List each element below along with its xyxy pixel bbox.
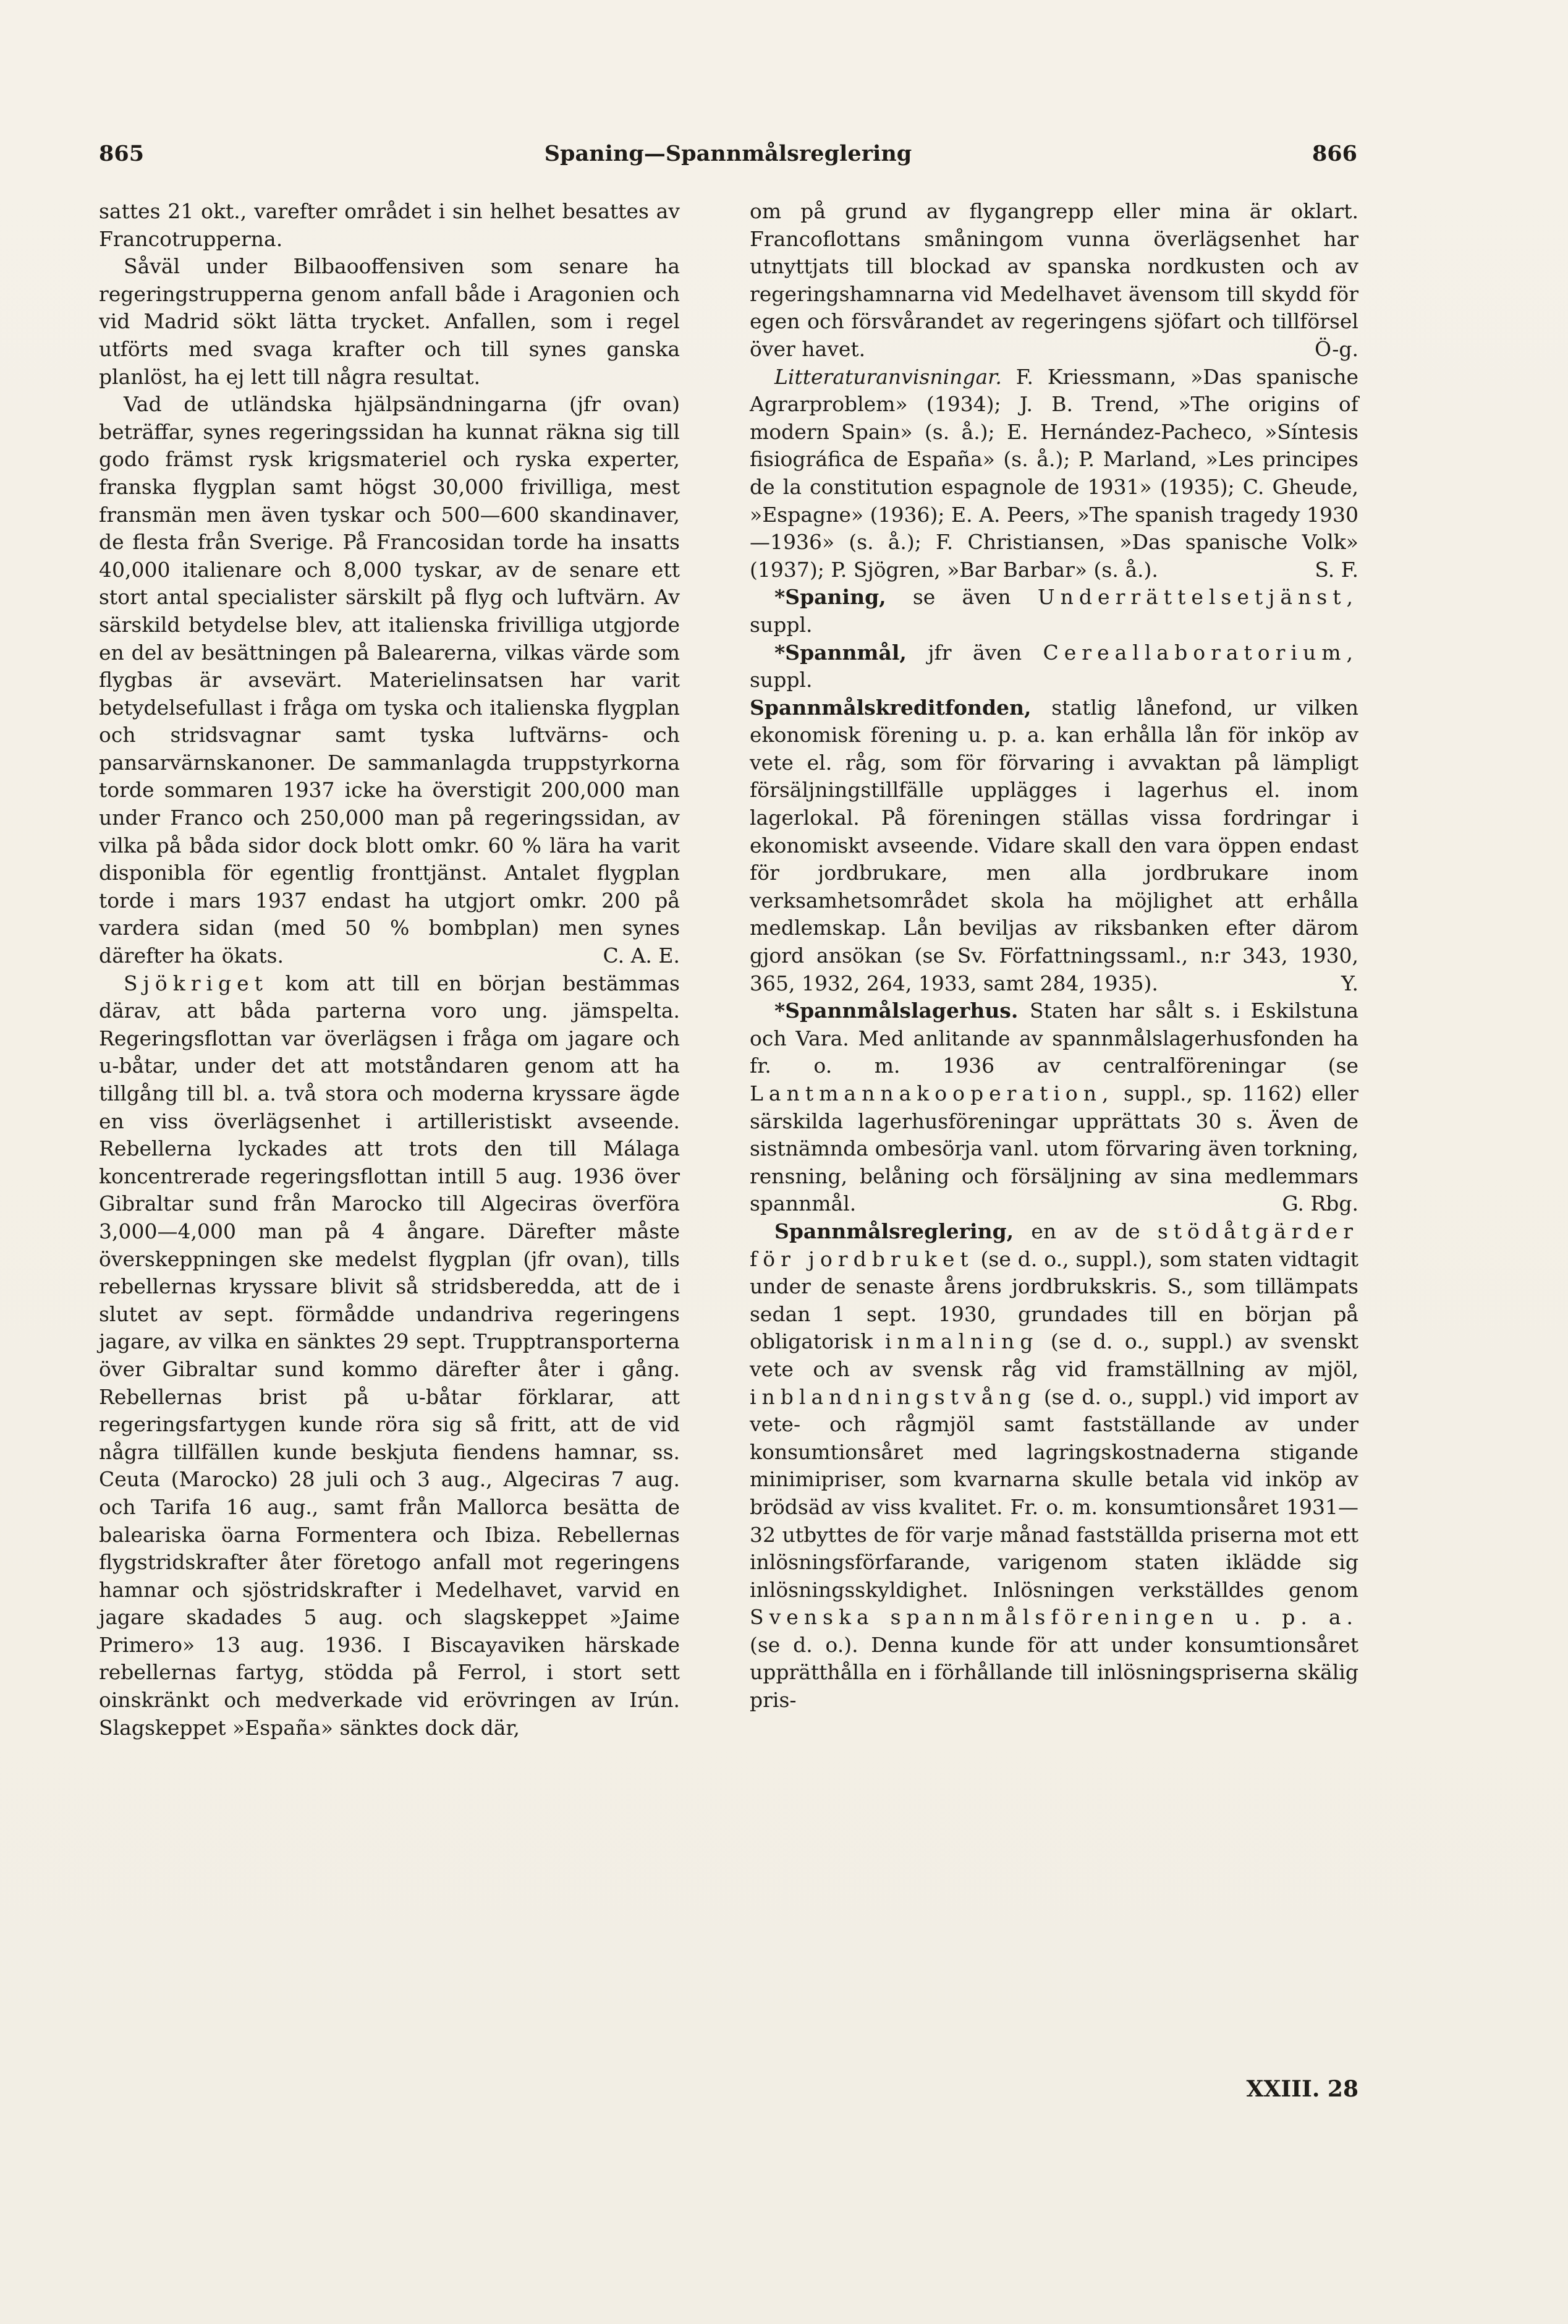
entry-headword: Spannmålsreglering, (774, 1219, 1014, 1243)
entry-text: se även (912, 585, 1011, 610)
cross-reference: inmalning (884, 1329, 1039, 1354)
entry-headword: Spannmålskreditfonden, (750, 695, 1032, 720)
entry-text: statlig lånefond, ur vilken ekonomisk förening u. p. a. kan erhålla lån för inköp av vete el. råg, som för förvaring i avvaktan på lämpligt försäljningstillfälle upplägges i lagerhus el. inom lagerlokal. På föreningen ställas vissa fordringar i ekonomiskt avseende. Vidare skall den vara öppen endast för jordbrukare, men alla jordbrukare inom verksamhetsområdet skola ha möjlighet att erhålla medlemskap. Lån beviljas av riksbanken efter därom gjord ansökan (se Sv. Författningssaml., n:r 343, 1930, 365, 1932, 264, 1933, samt 284, 1935). (750, 695, 1358, 995)
literature-references (750, 364, 1358, 584)
page-number-left: 865 (99, 141, 145, 166)
entry-spaning (750, 584, 1358, 639)
cross-reference: Underrättelsetjänst, (1037, 585, 1358, 610)
entry-headword: *Spannmål, (774, 640, 907, 665)
entry-text: en av de (1031, 1219, 1140, 1243)
entry-headword: *Spaning, (774, 585, 886, 610)
paragraph (99, 970, 680, 1742)
cross-reference: Svenska spannmålsföreningen u. p. a. (750, 1605, 1358, 1630)
left-column (99, 198, 680, 1742)
literature-label: Litteraturanvisningar. (774, 364, 1002, 389)
paragraph-text: kom att till en början bestämmas därav, att båda parterna voro ung. jämspelta. Regeringsflottan var överlägsen i fråga om jagare och u-båtar, under det att motståndaren genom att ha tillgång till bl. a. två stora och moderna kryssare ägde en viss överlägsenhet i artilleristiskt avseende. Rebellerna lyckades att trots den till Málaga koncentrerade regeringsflottan intill 5 aug. 1936 över Gibraltar sund från Marocko till Algeciras överföra 3,000—4,000 man på 4 ångare. Därefter måste överskeppningen ske medelst flygplan (jfr ovan), tills rebellernas kryssare blivit så stridsberedda, att de i slutet av sept. förmådde undandriva regeringens jagare, av vilka en sänktes 29 sept. Trupptransporterna över Gibraltar sund kommo därefter åter i gång. Rebellernas brist på u-båtar förklarar, att regeringsfartygen kunde röra sig så fritt, att de vid några tillfällen kunde beskjuta fiendens hamnar, ss. Ceuta (Marocko) 28 juli och 3 aug., Algeciras 7 aug. och Tarifa 16 aug., samt från Mallorca besätta de baleariska öarna Formentera och Ibiza. Rebellernas flygstridskrafter åter företogo anfall mot regeringens hamnar och sjöstridskrafter i Medelhavet, varvid en jagare skadades 5 aug. och slagskeppet »Jaime Primero» 13 aug. 1936. I Biscayaviken härskade rebellernas fartyg, stödda på Ferrol, i stort sett oinskränkt och medverkade vid erövringen av Irún. Slagskeppet »España» sänktes dock där, (99, 971, 680, 1740)
entry-text: suppl. (750, 668, 813, 692)
signature-mark: XXIII. 28 (1246, 2076, 1358, 2102)
entry-text: suppl., sp. 1162) eller särskilda lagerhusföreningar upprättats 30 s. Även de sistnämnda ombesörja vanl. utom förvaring även torkning, rensning, belåning och försäljning av sina medlemmars spannmål. (750, 1081, 1358, 1216)
paragraph (750, 198, 1358, 364)
page-number-right: 866 (1312, 141, 1357, 166)
entry-spannmalslagerhus (750, 997, 1358, 1218)
page-header (99, 141, 1357, 178)
entry-text: (se d. o., suppl.) vid import av vete- och rågmjöl samt fastställande av under konsumtionsåret med lagringskostnaderna stigande minimipriser, som kvarnarna skulle betala vid inköp av brödsäd av viss kvalitet. Fr. o. m. konsumtionsåret 1931—32 utbyttes de för varje månad fastställda priserna mot ett inlösningsförfarande, varigenom staten ikläddе sig inlösningsskyldighet. Inlösningen verkställdes genom (750, 1384, 1358, 1602)
entry-text: (se d. o.). Denna kunde för att under konsumtionsåret upprätthålla en i förhållande till inlösningspriserna skälig pris- (750, 1632, 1358, 1713)
author-signature: S. F. (1315, 557, 1358, 582)
entry-text: Staten har sålt s. i Eskilstuna och Vara. Med anlitande av spannmålslagerhusfonden ha fr. o. m. 1936 av centralföreningar (se (750, 998, 1358, 1078)
right-column (750, 198, 1358, 1714)
spaced-term: Sjökriget (124, 971, 268, 995)
paragraph (99, 391, 680, 969)
cross-reference: inblandningstvång (750, 1384, 1036, 1409)
entry-text: jfr även (928, 640, 1022, 665)
entry-spannmal (750, 639, 1358, 694)
paragraph: Såväl under Bilbaooffensiven som senare ha regeringstrupperna genom anfall både i Aragonien och vid Madrid sökt lätta trycket. Anfallen, som i regel utförts med svaga krafter och till synes ganska planlöst, ha ej lett till några resultat. (99, 254, 680, 389)
entry-text: suppl. (750, 612, 813, 637)
paragraph: sattes 21 okt., varefter området i sin helhet besattes av Francotrupperna. (99, 199, 680, 251)
literature-text: F. Kriessmann, »Das spanische Agrarproblem» (1934); J. B. Trend, »The origins of modern Spain» (s. å.); E. Hernández-Pacheco, »Síntesis fisiográfica de España» (s. å.); P. Marland, »Les principes de la constitution espagnole de 1931» (1935); C. Gheude, »Espagne» (1936); E. A. Peers, »The spanish tragedy 1930—1936» (s. å.); F. Christiansen, »Das spanische Volk» (1937); P. Sjögren, »Bar Barbar» (s. å.). (750, 364, 1359, 582)
entry-spannmalsreglering (750, 1218, 1358, 1714)
entry-spannmalskreditfonden (750, 694, 1358, 998)
paragraph-text: Vad de utländska hjälpsändningarna (jfr ovan) beträffar, synes regeringssidan ha kunnat räkna sig till godo främst rysk krigsmateriel och ryska experter, franska flygplan samt högst 30,000 frivilliga, mest fransmän men även tyskar och 500—600 skandinaver, de flesta från Sverige. På Francosidan torde ha insatts 40,000 italienare och 8,000 tyskar, av de senare ett stort antal specialister särskilt på flyg och luftvärn. Av särskild betydelse blev, att italienska frivilliga utgjorde en del av besättningen på Balearerna, vilkas värde som flygbas är avsevärt. Materielinsatsen har varit betydelsefullast i fråga om tyska och italienska flygplan och stridsvagnar samt tyska luftvärns- och pansarvärnskanoner. De sammanlagda truppstyrkorna torde sommaren 1937 icke ha överstigit 200,000 man under Franco och 250,000 man på regeringssidan, av vilka på båda sidor dock blott omkr. 60 % lära ha varit disponibla för egentlig fronttjänst. Antalet flygplan torde i mars 1937 endast ha utgjort omkr. 200 på vardera sidan (med 50 % bombplan) men synes därefter ha ökats. (99, 392, 680, 968)
author-signature: Y. (1341, 971, 1358, 995)
cross-reference: Cereallaboratorium, (1043, 640, 1359, 665)
entry-headword: *Spannmålslagerhus. (774, 998, 1019, 1023)
entry-text: (se d. o., suppl.) av svenskt vete och av svensk råg vid framställning av mjöl, (750, 1329, 1358, 1381)
page-title: Spaning—Spannmålsreglering (544, 141, 912, 166)
entry-text: (se d. o., suppl.), som staten vidtagit under de senaste årens jordbrukskris. S., som tillämpats sedan 1 sept. 1930, grundades till en början på obligatorisk (750, 1246, 1358, 1354)
cross-reference: stödåtgärder för jordbruket (750, 1219, 1358, 1271)
paragraph-text: om på grund av flygangrepp eller mina är oklart. Francoflottans småningom vunna överlägsenhet har utnyttjats till blockad av spanska nordkusten och av regeringshamnarna vid Medelhavet ävensom till skydd för egen och försvårandet av regeringens sjöfart och tillförsel över havet. (750, 199, 1358, 361)
author-signature: Ö-g. (1314, 336, 1358, 361)
author-signature: C. A. E. (603, 943, 680, 968)
cross-reference: Lantmannakooperation, (750, 1081, 1114, 1105)
author-signature: G. Rbg. (1282, 1191, 1358, 1216)
